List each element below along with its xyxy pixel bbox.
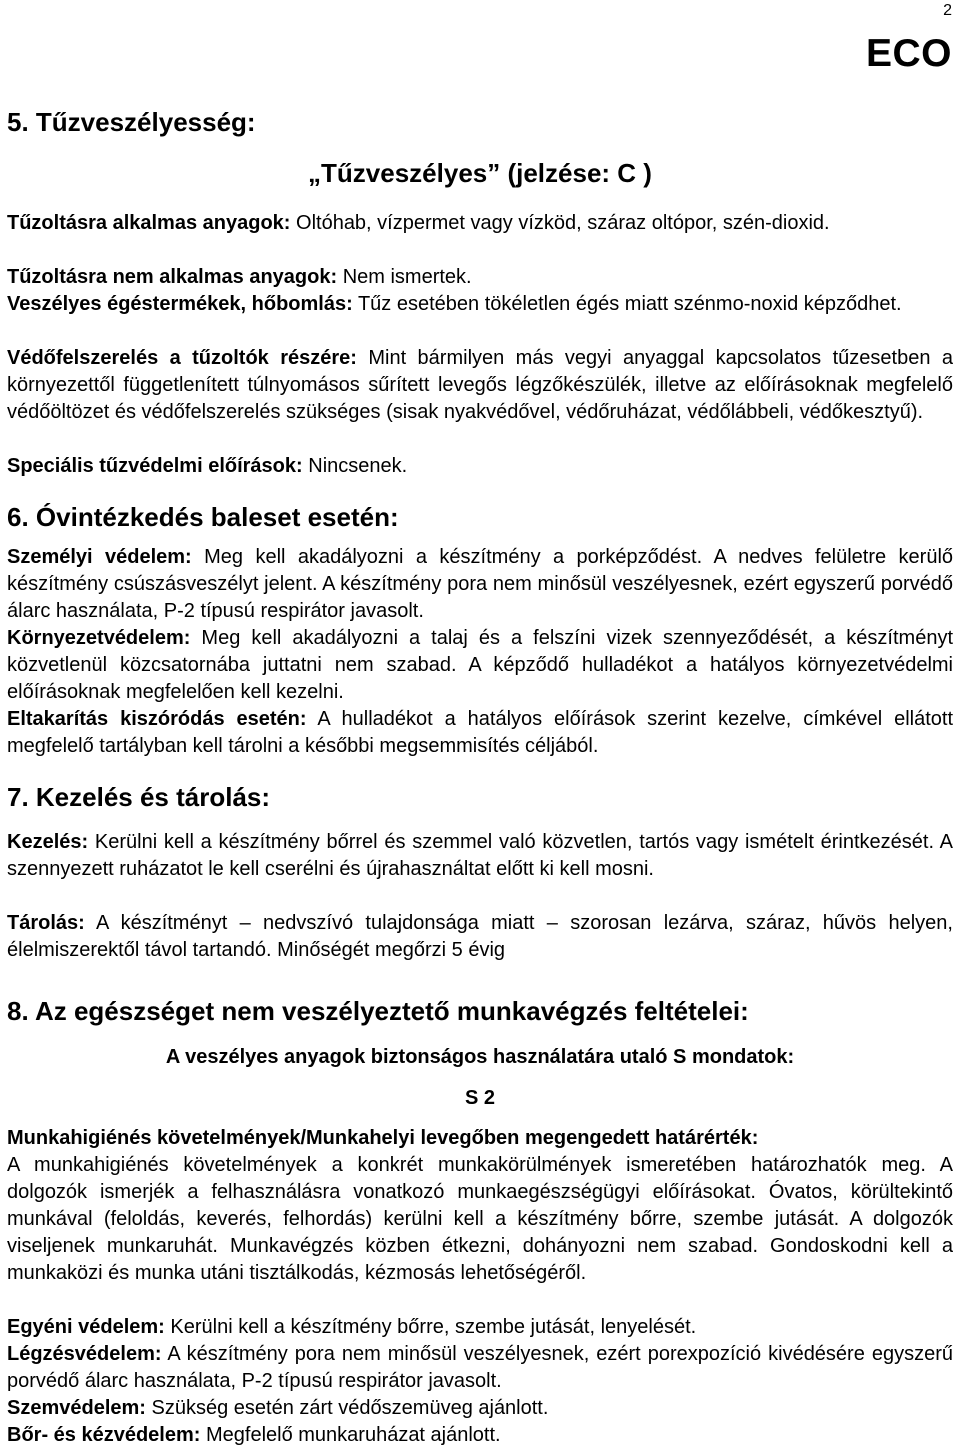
- eye-protection: [7, 1395, 953, 1422]
- field-label: Tűzoltásra nem alkalmas anyagok:: [7, 266, 338, 288]
- field-label: Speciális tűzvédelmi előírások:: [7, 455, 303, 477]
- s-phrases-heading: A veszélyes anyagok biztonságos használatára utaló S mondatok:: [165, 1046, 795, 1068]
- firefighter-protection: [7, 345, 953, 426]
- field-text: Megfelelő munkaruházat ajánlott.: [200, 1424, 501, 1446]
- page-number: 2: [943, 2, 952, 19]
- field-text: Meg kell akadályozni a talaj és a felszíni vizek szennyeződését, a készítményt közvetlenül közcsatornába juttatni nem szabad. A képződő hulladékot a hatályos környezetvédelmi előírásoknak megfelelően kell kezelni.: [7, 627, 953, 703]
- field-text: Meg kell akadályozni a készítmény a porképződést. A nedves felületre kerülő készítmény csúszásveszélyt jelent. A készítmény pora nem minősül veszélyesnek, ezért egyszerű porvédő álarc használata, P-2 típusú respirátor javasolt.: [7, 546, 954, 622]
- field-label: Védőfelszerelés a tűzoltók részére:: [7, 347, 357, 369]
- workplace-limits-heading: [7, 1125, 953, 1152]
- section-8-title: 8. Az egészséget nem veszélyeztető munkavégzés feltételei:: [7, 996, 749, 1026]
- brand-logo-text: ECO: [865, 32, 952, 75]
- storage: [7, 910, 953, 964]
- field-text: Oltóhab, vízpermet vagy vízköd, száraz oltópor, szén-dioxid.: [290, 212, 830, 234]
- field-label: Tűzoltásra alkalmas anyagok:: [7, 212, 291, 234]
- section-5-class-title: „Tűzveszélyes” (jelzése: C ): [308, 158, 652, 188]
- respiratory-protection: [7, 1341, 953, 1395]
- field-text: A készítményt – nedvszívó tulajdonsága miatt – szorosan lezárva, száraz, hűvös helyen, élelmiszerektől távol tartandó. Minőségét megőrzi 5 évig: [7, 912, 953, 961]
- field-label: Szemvédelem:: [7, 1397, 146, 1419]
- field-label: Személyi védelem:: [7, 546, 192, 568]
- s-phrases-value: S 2: [464, 1087, 496, 1109]
- field-label: Kezelés:: [7, 831, 89, 853]
- field-label: Veszélyes égéstermékek, hőbomlás:: [7, 293, 353, 315]
- environmental-protection: [7, 625, 953, 706]
- individual-protection: [7, 1314, 953, 1341]
- field-label: Egyéni védelem:: [7, 1316, 165, 1338]
- field-text: Mint bármilyen más vegyi anyaggal kapcsolatos tűzesetben a környezettől függetlenített túlnyomásos sűrített levegős légzőkészülék, illetve az előírásoknak megfelelő védőöltözet és védőfelszerelés szükséges (sisak nyakvédővel, védőruházat, védőlábbeli, védőkesztyű).: [7, 347, 953, 423]
- section-6-title: 6. Óvintézkedés baleset esetén:: [7, 502, 399, 532]
- personal-protection: [7, 544, 953, 625]
- field-text: Nem ismertek.: [337, 266, 472, 288]
- workplace-limits-text: A munkahigiénés követelmények a konkrét munkakörülmények ismeretében határozhatók meg. A dolgozók ismerjék a felhasználásra vonatkozó munkaegészségügyi előírásokat. Óvatos, körültekintő munkával (feloldás, keverés, felhordás) kerülni kell a készítmény bőrre, szembe jutását. A dolgozók viseljenek munkaruhát. Munkavégzés közben étkezni, dohányozni nem szabad. Gondoskodni kell a munkaközi és munka utáni tisztálkodás, kézmosás lehetőségéről.: [7, 1154, 953, 1284]
- field-text: Kerülni kell a készítmény bőrre, szembe jutását, lenyelését.: [164, 1316, 697, 1338]
- field-text: Nincsenek.: [302, 455, 408, 477]
- field-label: Munkahigiénés követelmények/Munkahelyi levegőben megengedett határérték:: [7, 1127, 759, 1149]
- field-label: Bőr- és kézvédelem:: [7, 1424, 201, 1446]
- section-7-title: 7. Kezelés és tárolás:: [7, 782, 271, 812]
- field-text: Tűz esetében tökéletlen égés miatt szénmo-noxid képződhet.: [352, 293, 902, 315]
- field-text: Szükség esetén zárt védőszemüveg ajánlott.: [145, 1397, 549, 1419]
- field-label: Eltakarítás kiszóródás esetén:: [7, 708, 307, 730]
- skin-hand-protection: [7, 1422, 953, 1449]
- field-label: Környezetvédelem:: [7, 627, 191, 649]
- field-label: Tárolás:: [7, 912, 85, 934]
- field-text: Kerülni kell a készítmény bőrrel és szemmel való közvetlen, tartós vagy ismételt érintkezését. A szennyezett ruházatot le kell cserélni és újrahasználtat előtt ki kell mosni.: [7, 831, 953, 880]
- field-label: Légzésvédelem:: [7, 1343, 162, 1365]
- spill-cleanup: [7, 706, 953, 760]
- handling: [7, 829, 953, 883]
- hazardous-combustion-products: [7, 291, 953, 318]
- field-text: A hulladékot a hatályos előírások szerint kezelve, címkével ellátott megfelelő tartályban kell tárolni a későbbi megsemmisítés céljából.: [7, 708, 954, 757]
- fire-extinguishing-suitable: [7, 210, 953, 237]
- special-fire-rules: [7, 453, 953, 480]
- section-5-title: 5. Tűzveszélyesség:: [7, 107, 256, 137]
- field-text: A készítmény pora nem minősül veszélyesnek, ezért porexpozíció kivédésére egyszerű porvédő álarc használata, P-2 típusú respirátor javasolt.: [7, 1343, 953, 1392]
- fire-extinguishing-unsuitable: [7, 264, 953, 291]
